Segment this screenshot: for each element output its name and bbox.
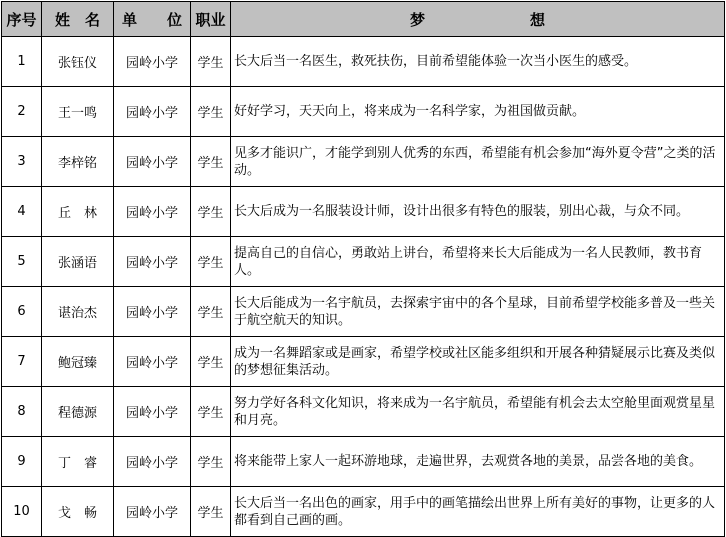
table-row bbox=[2, 87, 725, 137]
cell-unit: 园岭小学 bbox=[114, 487, 191, 537]
cell-dream: 好好学习，天天向上，将来成为一名科学家，为祖国做贡献。 bbox=[231, 87, 725, 137]
cell-job: 学生 bbox=[191, 87, 231, 137]
cell-job: 学生 bbox=[191, 437, 231, 487]
table-row bbox=[2, 437, 725, 487]
cell-job: 学生 bbox=[191, 237, 231, 287]
cell-unit: 园岭小学 bbox=[114, 387, 191, 437]
cell-job: 学生 bbox=[191, 37, 231, 87]
cell-unit: 园岭小学 bbox=[114, 137, 191, 187]
header-dream: 梦 想 bbox=[231, 2, 725, 37]
table-row bbox=[2, 137, 725, 187]
cell-job: 学生 bbox=[191, 387, 231, 437]
header-job: 职业 bbox=[191, 2, 231, 37]
cell-name: 丁 睿 bbox=[42, 437, 114, 487]
cell-job: 学生 bbox=[191, 337, 231, 387]
cell-job: 学生 bbox=[191, 287, 231, 337]
table-row bbox=[2, 37, 725, 87]
cell-dream: 长大后成为一名服装设计师，设计出很多有特色的服装，别出心裁，与众不同。 bbox=[231, 187, 725, 237]
cell-name: 鲍冠臻 bbox=[42, 337, 114, 387]
cell-index: 5 bbox=[2, 237, 42, 287]
cell-dream: 长大后能成为一名宇航员，去探索宇宙中的各个星球，目前希望学校能多普及一些关于航空航天的知识。 bbox=[231, 287, 725, 337]
cell-unit: 园岭小学 bbox=[114, 37, 191, 87]
header-row bbox=[2, 2, 725, 37]
table-row bbox=[2, 237, 725, 287]
cell-job: 学生 bbox=[191, 137, 231, 187]
cell-dream: 提高自己的自信心，勇敢站上讲台，希望将来长大后能成为一名人民教师，教书育人。 bbox=[231, 237, 725, 287]
cell-index: 10 bbox=[2, 487, 42, 537]
dream-table bbox=[1, 1, 725, 537]
table-row bbox=[2, 487, 725, 537]
cell-job: 学生 bbox=[191, 487, 231, 537]
cell-unit: 园岭小学 bbox=[114, 437, 191, 487]
cell-name: 丘 林 bbox=[42, 187, 114, 237]
cell-unit: 园岭小学 bbox=[114, 337, 191, 387]
cell-dream: 长大后当一名医生，救死扶伤，目前希望能体验一次当小医生的感受。 bbox=[231, 37, 725, 87]
cell-unit: 园岭小学 bbox=[114, 237, 191, 287]
table-row bbox=[2, 287, 725, 337]
cell-index: 7 bbox=[2, 337, 42, 387]
cell-index: 4 bbox=[2, 187, 42, 237]
cell-index: 8 bbox=[2, 387, 42, 437]
cell-index: 3 bbox=[2, 137, 42, 187]
cell-index: 9 bbox=[2, 437, 42, 487]
cell-dream: 成为一名舞蹈家或是画家，希望学校或社区能多组织和开展各种猜疑展示比赛及类似的梦想征集活动。 bbox=[231, 337, 725, 387]
cell-unit: 园岭小学 bbox=[114, 287, 191, 337]
cell-name: 程德源 bbox=[42, 387, 114, 437]
cell-name: 李梓铭 bbox=[42, 137, 114, 187]
cell-dream: 将来能带上家人一起环游地球，走遍世界，去观赏各地的美景，品尝各地的美食。 bbox=[231, 437, 725, 487]
cell-name: 王一鸣 bbox=[42, 87, 114, 137]
table-row bbox=[2, 187, 725, 237]
header-index: 序号 bbox=[2, 2, 42, 37]
cell-job: 学生 bbox=[191, 187, 231, 237]
cell-name: 张涵语 bbox=[42, 237, 114, 287]
cell-index: 6 bbox=[2, 287, 42, 337]
cell-index: 1 bbox=[2, 37, 42, 87]
header-unit: 单 位 bbox=[114, 2, 191, 37]
cell-name: 谌治杰 bbox=[42, 287, 114, 337]
cell-dream: 见多才能识广，才能学到别人优秀的东西，希望能有机会参加“海外夏令营”之类的活动。 bbox=[231, 137, 725, 187]
table-row bbox=[2, 337, 725, 387]
table-row bbox=[2, 387, 725, 437]
cell-name: 戈 畅 bbox=[42, 487, 114, 537]
cell-dream: 长大后当一名出色的画家，用手中的画笔描绘出世界上所有美好的事物，让更多的人都看到自己画的画。 bbox=[231, 487, 725, 537]
cell-index: 2 bbox=[2, 87, 42, 137]
header-name: 姓 名 bbox=[42, 2, 114, 37]
cell-unit: 园岭小学 bbox=[114, 87, 191, 137]
cell-dream: 努力学好各科文化知识，将来成为一名宇航员，希望能有机会去太空舱里面观赏星星和月亮。 bbox=[231, 387, 725, 437]
cell-unit: 园岭小学 bbox=[114, 187, 191, 237]
cell-name: 张钰仪 bbox=[42, 37, 114, 87]
